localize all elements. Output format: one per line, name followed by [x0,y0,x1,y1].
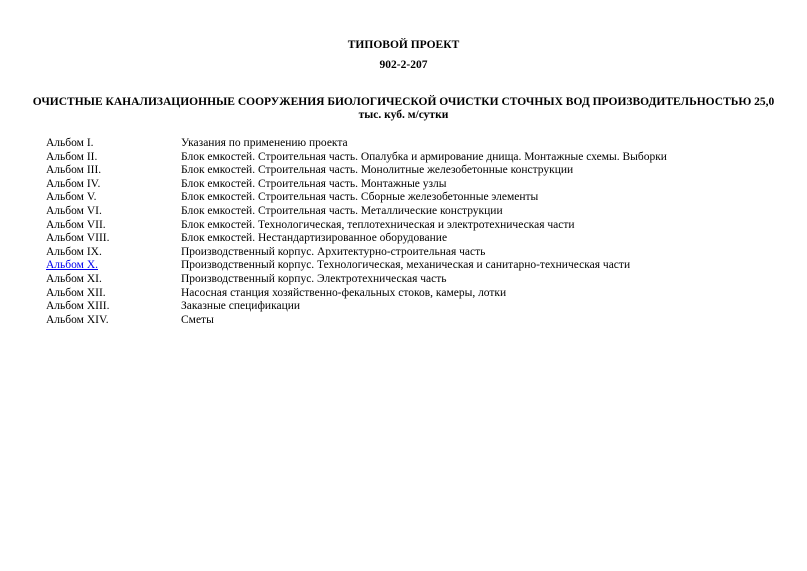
album-label-cell [46,151,181,165]
project-type-heading: ТИПОВОЙ ПРОЕКТ [347,39,460,51]
album-description: Сметы [181,313,214,326]
album-label: Альбом VII. [46,218,106,231]
album-description: Блок емкостей. Строительная часть. Опалубка и армирование днища. Монтажные схемы. Выборки [181,150,667,163]
album-label: Альбом XIII. [46,300,110,313]
album-label: Альбом II. [46,150,98,163]
album-row [46,219,667,233]
album-description: Производственный корпус. Электротехническая часть [181,272,447,285]
album-description: Производственный корпус. Архитектурно-строительная часть [181,245,486,258]
album-label: Альбом XIV. [46,313,109,326]
album-label: Альбом VI. [46,204,102,217]
album-row [46,205,667,219]
album-label: Альбом I. [46,137,94,149]
album-description: Блок емкостей. Строительная часть. Монолитные железобетонные конструкции [181,164,574,177]
album-label: Альбом VIII. [46,232,110,245]
album-row [46,287,667,301]
album-label-cell [46,273,181,287]
album-link[interactable]: Альбом X. [46,259,99,272]
album-list [46,137,667,327]
album-row [46,246,667,260]
album-description: Указания по применению проекта [181,137,348,149]
album-row [46,273,667,287]
album-description: Блок емкостей. Технологическая, теплотехническая и электротехническая части [181,218,575,231]
album-row [46,232,667,246]
album-label-cell [46,178,181,192]
album-row [46,314,667,328]
album-label-cell [46,232,181,246]
album-label: Альбом XI. [46,272,102,285]
album-description: Насосная станция хозяйственно-фекальных стоков, камеры, лотки [181,286,507,299]
album-description: Блок емкостей. Строительная часть. Сборные железобетонные элементы [181,191,539,204]
album-label: Альбом IV. [46,177,101,190]
album-label: Альбом III. [46,164,102,177]
album-row [46,178,667,192]
album-description: Производственный корпус. Технологическая, механическая и санитарно-техническая части [181,259,631,272]
album-label-cell [46,246,181,260]
album-description: Блок емкостей. Строительная часть. Монтажные узлы [181,177,447,190]
album-label-cell [46,259,181,273]
album-label-cell [46,219,181,233]
album-description: Блок емкостей. Строительная часть. Металлические конструкции [181,204,503,217]
album-label: Альбом V. [46,191,97,204]
album-row [46,259,667,273]
project-number-heading: 902-2-207 [379,59,428,71]
album-label-cell [46,191,181,205]
album-row [46,300,667,314]
album-row [46,164,667,178]
album-label: Альбом XII. [46,286,106,299]
project-title: ОЧИСТНЫЕ КАНАЛИЗАЦИОННЫЕ СООРУЖЕНИЯ БИОЛОГИЧЕСКОЙ ОЧИСТКИ СТОЧНЫХ ВОД ПРОИЗВОДИТЕЛЬНОСТЬЮ 25,0 тыс. куб. м/сутки [32,96,775,121]
album-description: Блок емкостей. Нестандартизированное оборудование [181,232,448,245]
album-label-cell [46,205,181,219]
album-row [46,191,667,205]
album-row [46,151,667,165]
album-label-cell [46,287,181,301]
album-row [46,137,667,151]
album-description: Заказные спецификации [181,300,301,313]
album-label-cell [46,164,181,178]
album-label-cell [46,137,181,151]
album-label-cell [46,314,181,328]
album-label-cell [46,300,181,314]
album-label: Альбом IX. [46,245,102,258]
